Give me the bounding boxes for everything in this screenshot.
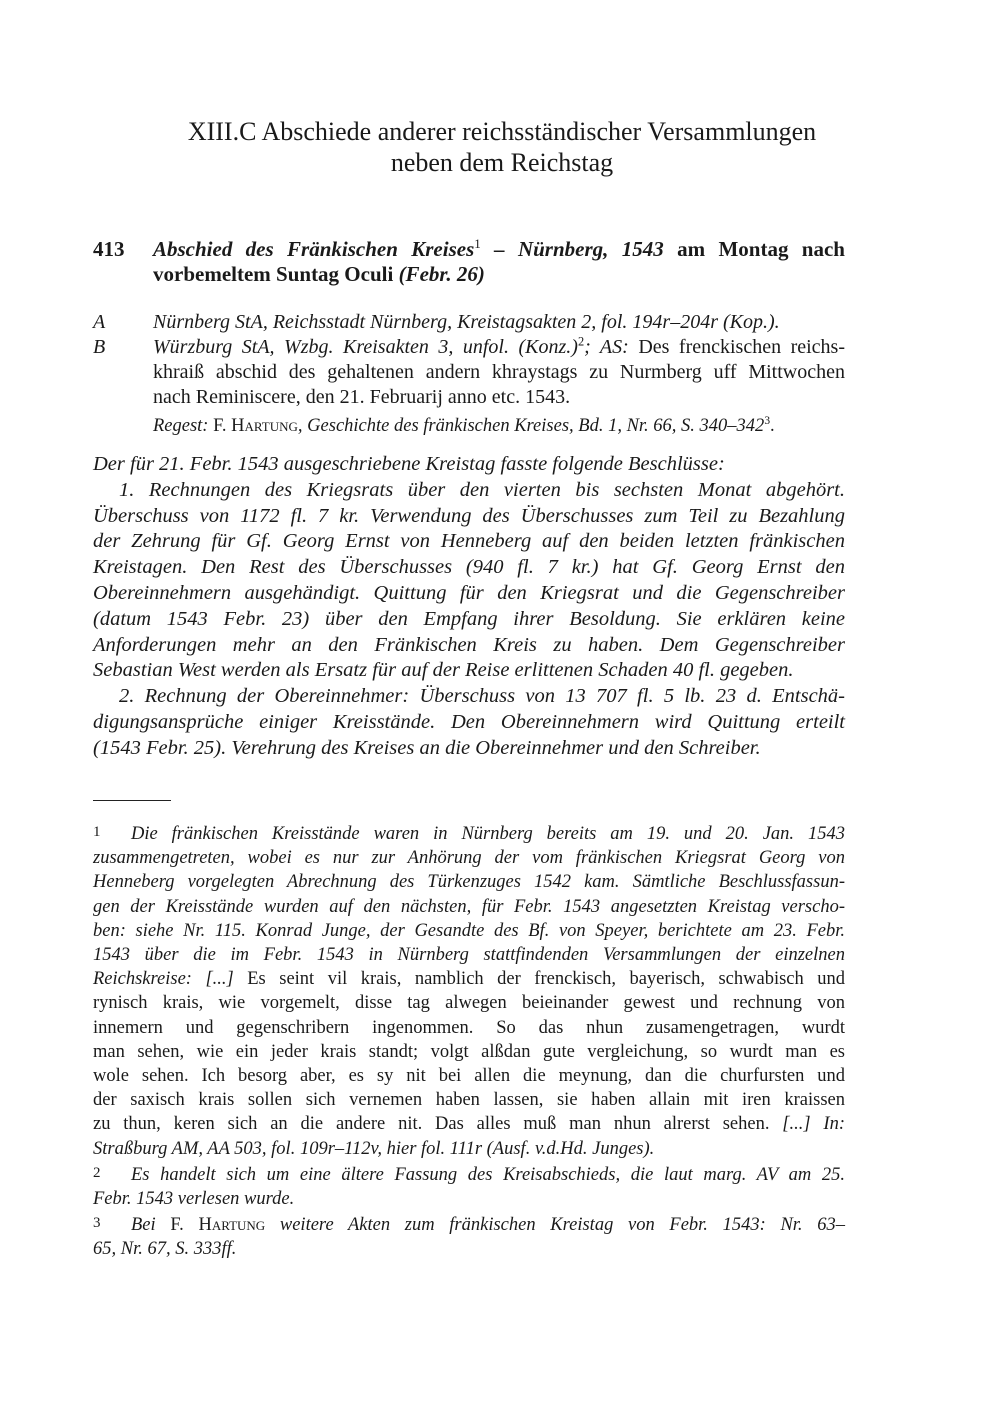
text-segment: am Montag nach [663,237,845,261]
source-siglum: A [93,311,106,333]
text-segment: Henneberg vorgelegten Abrechnung des Türkenzuges 1542 kam. Sämtliche Beschlussfassun- [93,872,845,893]
text-segment: 2 [577,334,585,349]
text-segment: digungsansprüche einiger Kreisstände. Den Obereinnehmern wird Quittung erteilt [93,710,845,733]
text-segment: Kreistagen. Den Rest des Überschusses (940 fl. 7 kr.) hat Gf. Georg Ernst den [93,556,845,579]
text-segment: [...] In: [782,1114,845,1135]
text-segment: 1. Rechnungen des Kriegsrats über den vierten bis sechsten Monat abgehört. [119,478,845,501]
text-line [93,1088,845,1112]
section-title-line: XIII.C Abschiede anderer reichsständischer Versammlungen [187,117,817,146]
footnote [93,1161,845,1211]
text-line [93,478,845,504]
text-segment: vorbemeltem Suntag Oculi [153,262,394,286]
text-segment: der Zehrung für Gf. Georg Ernst von Henneberg auf den beiden letzten fränkischen [93,530,845,553]
text-segment: (Febr. 26) [393,262,485,286]
source-entry [93,310,845,335]
text-segment: ; AS: [584,336,629,358]
text-segment: F. [155,1215,199,1236]
text-line [93,1112,845,1136]
text-line [153,360,845,385]
text-line [93,1016,845,1040]
footnotes [93,820,845,1262]
text-line [93,967,845,991]
text-line [93,555,845,581]
text-segment: Die fränkischen Kreisstände waren in Nürnberg bereits am 19. und 20. Jan. 1543 [131,824,845,844]
source-siglum: B [93,336,106,358]
text-segment: Febr. 1543 verlesen wurde. [93,1189,295,1210]
text-segment: innemern und gegenschribern ingenommen. So das nhun zusamengetragen, wurdt [93,1017,845,1038]
text-line [93,991,845,1015]
text-line [93,633,845,659]
document-heading-text [153,237,845,287]
footnote-number: 2 [93,1164,101,1181]
text-line [153,385,845,410]
text-segment: 65, Nr. 67, S. 333ff. [93,1239,237,1260]
text-line [153,310,845,335]
text-segment: 1543 über die im Febr. 1543 in Nürnberg stattfindenden Versammlungen der einzelnen [93,945,845,966]
text-segment: . [770,416,775,436]
text-line [93,1040,845,1064]
text-line [93,736,845,762]
text-segment: Obereinnehmern ausgehändigt. Quittung für den Kriegsrat und die Gegenschreiber [93,581,845,604]
text-segment: Nürnberg StA, Reichsstadt Nürnberg, Kreistagsakten 2, fol. 194r–204r (Kop.). [153,311,780,333]
footnote [93,820,845,1161]
text-segment: (1543 Febr. 25). Verehrung des Kreises an die Obereinnehmer und den Schreiber. [93,736,761,759]
text-segment: Bei [131,1215,156,1236]
text-segment: Es handelt sich um eine ältere Fassung des Kreisabschieds, die laut marg. AV am 25. [131,1164,845,1185]
text-line [93,1237,845,1261]
text-segment: gen der Kreisstände wurden auf den nächsten, für Febr. 1543 angesetzten Kreistag verscho- [93,896,845,917]
text-segment: wole sehen. Ich besorg aber, es sy nit bei allen die meynung, dan die churfursten und [93,1066,845,1087]
paragraph [93,684,845,761]
text-line [93,1137,845,1161]
text-segment: , Geschichte des fränkischen Kreises, Bd. 1, Nr. 66, S. 340–342 [297,416,765,436]
text-line [93,452,845,478]
text-segment: Es seint vil krais, namblich der frenckisch, bayerisch, schwabisch und [233,969,846,990]
source-entry [93,335,845,410]
text-segment: der saxisch krais sollen sich vernemen haben lassen, sie haben allain mit iren kraissen [93,1090,845,1111]
document-number: 413 [93,237,125,261]
text-segment: Sebastian West werden als Ersatz für auf der Reise erlittenen Schaden 40 fl. gegeben. [93,659,794,682]
text-segment: Straßburg AM, AA 503, fol. 109r–112v, hier fol. 111r (Ausf. v.d.Hd. Junges). [93,1138,655,1159]
text-line [93,658,845,684]
paragraph [93,452,845,478]
text-segment: zu thun, keren sich an die andere nit. Das alles muß man nhun alrerst sehen. [93,1114,783,1135]
text-line [93,895,845,919]
regest-line [153,414,845,439]
footnote-divider [93,800,171,801]
text-segment: Würzburg StA, Wzbg. Kreisakten 3, unfol. (Konz.) [153,336,578,358]
summary-text [93,452,845,762]
text-segment: Hartung [231,416,298,436]
text-segment: 2. Rechnung der Obereinnehmer: Überschuss von 13 707 fl. 5 lb. 23 d. Entschä- [119,685,845,708]
text-segment: (datum 1543 Febr. 23) über den Empfang ihrer Besoldung. Sie erklären keine [93,607,845,630]
text-segment: nach Reminiscere, den 21. Februarij anno etc. 1543. [153,386,571,408]
text-line [93,919,845,943]
text-line [93,710,845,736]
text-segment: rynisch krais, wie vorgemelt, disse tag alwegen beieinander gewest und rechnung von [93,993,845,1014]
section-title-line: neben dem Reichstag [390,148,614,177]
text-line [93,504,845,530]
text-segment: ben: siehe Nr. 115. Konrad Junge, der Gesandte des Bf. von Speyer, berichtete am 23. Febr. [93,920,845,941]
text-line [153,262,845,287]
text-line [93,820,845,846]
text-segment: Des frenckischen reichs- [628,336,846,358]
text-segment: zusammengetreten, wobei es nur zur Anhörung der vom fränkischen Kriegsrat Georg von [93,848,845,869]
source-description [153,310,845,335]
text-line [93,1161,845,1187]
source-description [153,335,845,410]
text-line [93,870,845,894]
text-segment: – Nürnberg, 1543 [480,237,664,261]
text-line [93,1064,845,1088]
section-title [0,116,1004,178]
text-line [153,237,845,262]
text-segment: Reichskreise: [...] [93,969,234,990]
text-segment: F. [208,416,232,436]
text-line [93,607,845,633]
text-line [93,529,845,555]
text-segment: man sehen, wie ein jeder krais standt; volgt alßdan gute vergleichung, so wurdt man es [93,1041,845,1062]
text-segment: Abschied des Fränkischen Kreises [153,237,475,261]
document-heading [93,237,845,287]
text-segment: khraiß abschid des gehaltenen andern khraystags zu Nurmberg uff Mittwochen [153,361,845,383]
text-line [93,943,845,967]
text-line [93,1211,845,1237]
text-segment: 3 [764,414,771,427]
text-segment: Hartung [198,1215,266,1236]
sources-list [93,310,845,439]
text-segment: Überschuss von 1172 fl. 7 kr. Verwendung des Überschusses zum Teil zu Bezahlung [93,504,845,527]
text-line [93,1187,845,1211]
text-line [153,335,845,360]
text-segment: 1 [474,236,481,251]
footnote [93,1211,845,1261]
paragraph [93,478,845,684]
text-line [93,684,845,710]
text-segment: weitere Akten zum fränkischen Kreistag von Febr. 1543: Nr. 63– [265,1215,845,1236]
text-line [93,846,845,870]
text-segment: Der für 21. Febr. 1543 ausgeschriebene Kreistag fasste folgende Beschlüsse: [93,453,725,475]
footnote-number: 3 [93,1215,101,1232]
footnote-number: 1 [93,824,101,840]
text-line [93,581,845,607]
text-segment: Anforderungen mehr an den Fränkischen Kreis zu haben. Dem Gegenschreiber [93,633,845,656]
text-segment: Regest: [153,416,209,436]
